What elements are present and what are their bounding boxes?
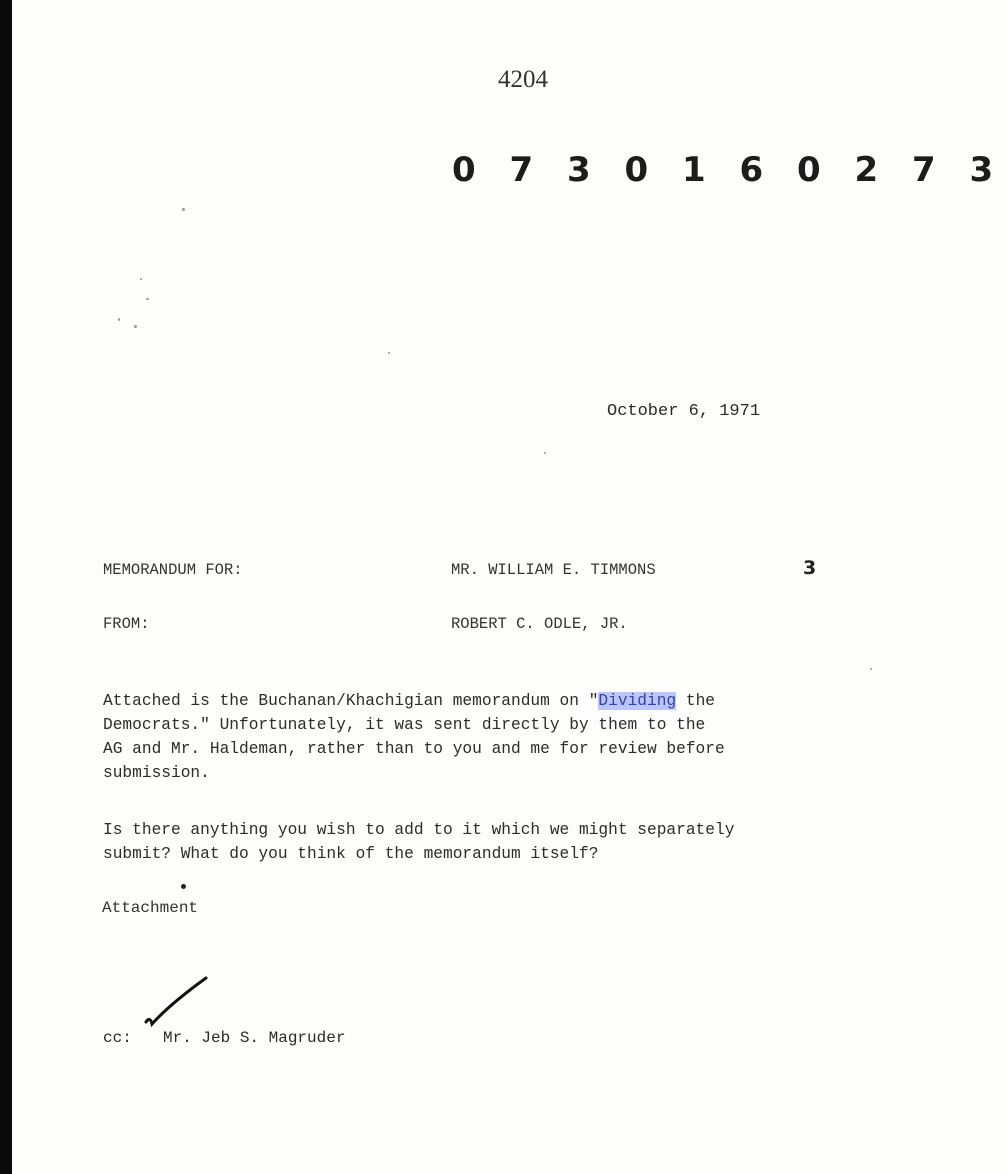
text-segment: Attached is the Buchanan/Khachigian memorandum on " <box>103 692 599 710</box>
memo-date: October 6, 1971 <box>607 402 761 421</box>
scan-speck <box>140 278 142 280</box>
scan-speck <box>118 318 120 321</box>
paragraph-line <box>103 689 953 713</box>
cc-label: cc: <box>103 1029 132 1047</box>
selected-text[interactable]: Dividing <box>598 692 677 710</box>
scan-speck <box>870 668 872 670</box>
margin-mark: 3 <box>803 557 817 579</box>
page-number: 4204 <box>498 66 548 93</box>
memo-for-recipient: MR. WILLIAM E. TIMMONS <box>451 561 656 579</box>
scan-edge <box>0 0 12 1174</box>
memo-for-label: MEMORANDUM FOR: <box>103 561 243 579</box>
text-segment: the <box>676 692 715 710</box>
paragraph-line: submit? What do you think of the memorandum itself? <box>103 845 599 863</box>
from-label: FROM: <box>103 615 150 633</box>
paragraph-line: AG and Mr. Haldeman, rather than to you and me for review before <box>103 740 725 758</box>
scan-speck <box>388 352 390 354</box>
paragraph-line: Is there anything you wish to add to it which we might separately <box>103 821 735 839</box>
body-paragraph-1 <box>103 689 953 785</box>
attachment-label: Attachment <box>102 899 199 917</box>
scan-speck <box>182 208 185 211</box>
ink-dot <box>181 884 186 889</box>
cc-line <box>103 1029 345 1047</box>
body-paragraph-2 <box>103 818 953 866</box>
scan-speck <box>134 325 137 328</box>
document-number: 0 7 3 0 1 6 0 2 7 3 <box>452 150 1005 190</box>
checkmark-icon <box>140 972 212 1034</box>
scan-speck <box>146 298 149 300</box>
cc-recipient: Mr. Jeb S. Magruder <box>163 1029 346 1047</box>
scan-speck <box>544 452 546 454</box>
paragraph-line: submission. <box>103 764 210 782</box>
from-sender: ROBERT C. ODLE, JR. <box>451 615 628 633</box>
paragraph-line: Democrats." Unfortunately, it was sent directly by them to the <box>103 716 706 734</box>
